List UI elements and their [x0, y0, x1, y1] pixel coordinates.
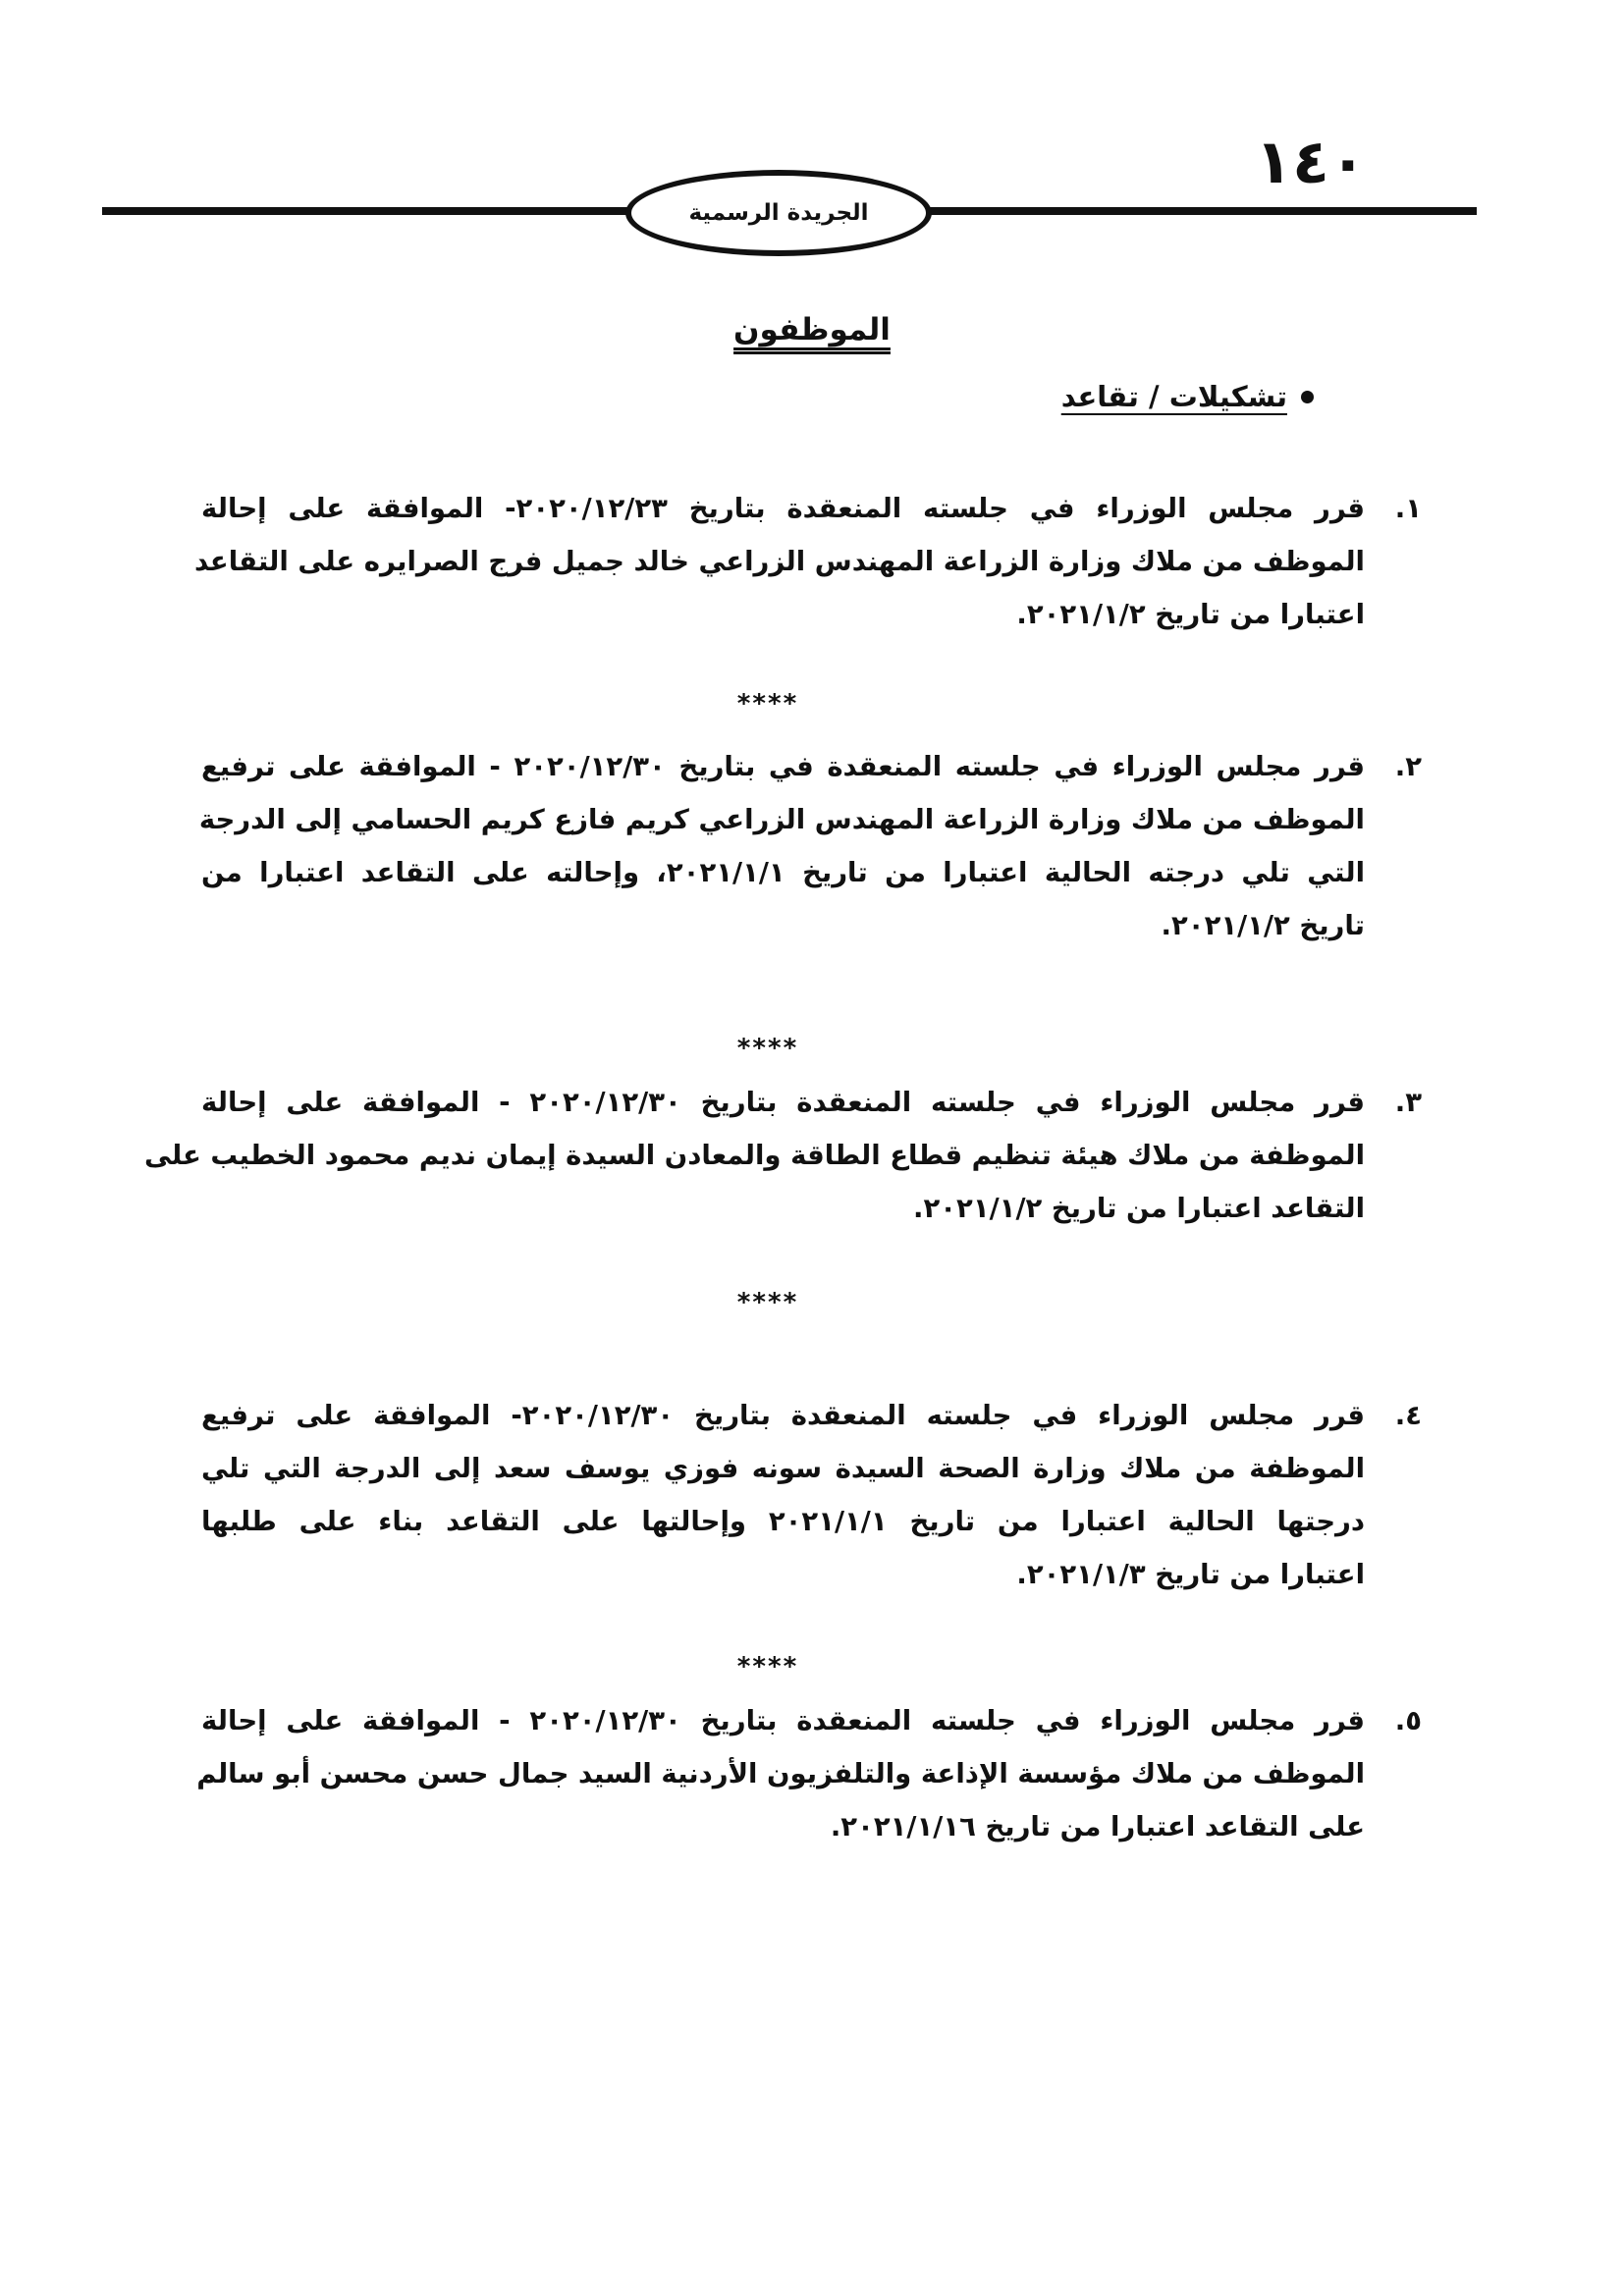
item-line: التقاعد اعتبارا من تاريخ ٢٠٢١/١/٢.	[913, 1193, 1365, 1224]
item-line: قرر مجلس الوزراء في جلسته المنعقدة بتاريخ ٢٠٢٠/١٢/٣٠ - الموافقة على إحالة	[201, 1087, 1365, 1118]
separator: ****	[736, 689, 799, 719]
separator: ****	[736, 1652, 799, 1682]
item-line: الموظفة من ملاك هيئة تنظيم قطاع الطاقة والمعادن السيدة إيمان نديم محمود الخطيب على	[144, 1140, 1365, 1171]
item-line: الموظف من ملاك مؤسسة الإذاعة والتلفزيون الأردنية السيد جمال حسن محسن أبو سالم	[196, 1758, 1365, 1789]
item-number: ٣.	[1394, 1087, 1422, 1118]
separator: ****	[736, 1288, 799, 1317]
item-number: ٢.	[1394, 751, 1422, 782]
item-line: الموظف من ملاك وزارة الزراعة المهندس الزراعي خالد جميل فرج الصرايره على التقاعد	[194, 546, 1365, 577]
item-line: الموظفة من ملاك وزارة الصحة السيدة سونه فوزي يوسف سعد إلى الدرجة التي تلي	[201, 1453, 1365, 1484]
decision-item-3	[144, 1076, 1422, 1235]
item-line: على التقاعد اعتبارا من تاريخ ٢٠٢١/١/١٦.	[830, 1811, 1365, 1842]
item-line: الموظف من ملاك وزارة الزراعة المهندس الزراعي كريم فازع كريم الحسامي إلى الدرجة	[198, 804, 1365, 835]
item-line: التي تلي درجته الحالية اعتبارا من تاريخ ٢٠٢١/١/١، وإحالته على التقاعد اعتبارا من	[201, 857, 1365, 888]
item-line: قرر مجلس الوزراء في جلسته المنعقدة في بتاريخ ٢٠٢٠/١٢/٣٠ - الموافقة على ترفيع	[201, 751, 1365, 782]
separator: ****	[736, 1034, 799, 1063]
decision-item-5	[196, 1694, 1422, 1853]
decision-item-1	[194, 482, 1422, 641]
item-line: اعتبارا من تاريخ ٢٠٢١/١/٢.	[1016, 599, 1365, 630]
publication-title: الجريدة الرسمية	[688, 200, 869, 226]
item-line: درجتها الحالية اعتبارا من تاريخ ٢٠٢١/١/١ وإحالتها على التقاعد بناء على طلبها	[201, 1506, 1365, 1537]
item-line: قرر مجلس الوزراء في جلسته المنعقدة بتاريخ ٢٠٢٠/١٢/٣٠- الموافقة على ترفيع	[201, 1400, 1365, 1431]
item-line: قرر مجلس الوزراء في جلسته المنعقدة بتاريخ ٢٠٢٠/١٢/٢٣- الموافقة على إحالة	[201, 493, 1365, 524]
item-line: اعتبارا من تاريخ ٢٠٢١/١/٣.	[1016, 1559, 1365, 1590]
item-number: ١.	[1394, 493, 1422, 524]
decision-item-2	[198, 740, 1422, 952]
item-number: ٤.	[1394, 1400, 1422, 1431]
subsection-heading	[1061, 380, 1314, 413]
bullet-icon	[1301, 391, 1314, 403]
decision-item-4	[201, 1389, 1422, 1601]
page-number: ١٤٠	[1255, 126, 1367, 197]
header-oval	[625, 170, 932, 256]
item-number: ٥.	[1394, 1705, 1422, 1736]
section-title: الموظفون	[733, 312, 891, 347]
item-line: تاريخ ٢٠٢١/١/٢.	[1161, 910, 1365, 941]
item-line: قرر مجلس الوزراء في جلسته المنعقدة بتاريخ ٢٠٢٠/١٢/٣٠ - الموافقة على إحالة	[201, 1705, 1365, 1736]
subsection-label: تشكيلات / تقاعد	[1060, 380, 1287, 413]
